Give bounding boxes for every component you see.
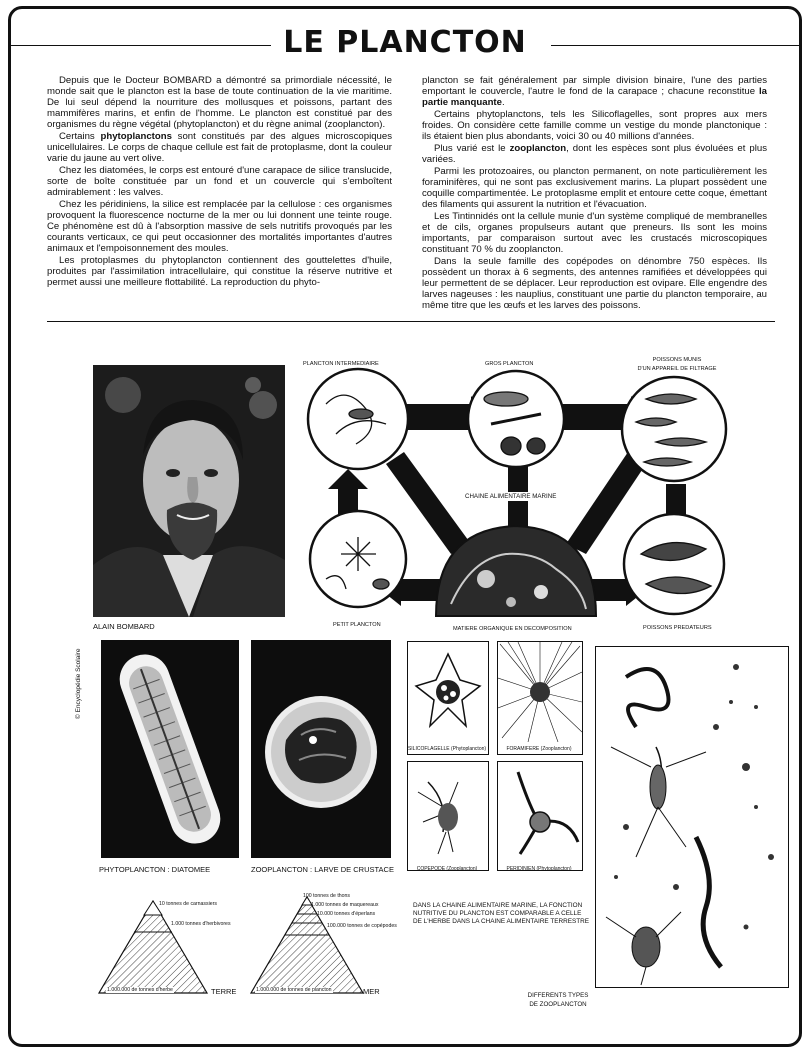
copyright-notice: © Encyclopédie Scolaire (75, 648, 82, 719)
caption-types-zooplancton (523, 991, 593, 1009)
right-column-paragraph (422, 75, 767, 108)
caption-chaine-alimentaire: CHAINE ALIMENTAIRE MARINE (465, 493, 557, 500)
caption-peridinien: PERIDINIEN (Phytoplancton) (506, 866, 572, 872)
left-column-paragraph (47, 75, 392, 130)
right-column-paragraph: Les Tintinnidés ont la cellule munie d'un système compliqué de membranelles et de cils, organes propulseurs autant que preneurs. Ils sont les moins importants, par comparaison surtout avec les crustacés microscopiques constituant 70 % du zooplancton. (422, 211, 767, 255)
left-column-paragraph: Chez les diatomées, le corps est entouré d'une carapace de silice translucide, sorte de boîte constituée par un fond et un couvercle qui s'emboîtent admirablement : les valves. (47, 165, 392, 198)
portrait-photo (93, 365, 285, 617)
foramifere-illustration (498, 642, 582, 742)
pyramid-terre-level-3: 1.000.000 de tonnes d'herbe (107, 987, 173, 993)
pyramid-mer-level-1: 100 tonnes de thons (303, 893, 351, 899)
silicoflagelle-box (407, 641, 489, 755)
caption-silicoflagelle: SILICOFLAGELLE (Phytoplancton) (407, 746, 487, 752)
paragraph-bold: zooplancton (509, 143, 567, 154)
caption-poissons-filtrage-line1: POISSONS MUNIS (652, 357, 702, 363)
section-divider (47, 321, 775, 322)
pyramid-mer (247, 893, 367, 997)
caption-petit-plancton: PETIT PLANCTON (333, 622, 381, 628)
right-column-paragraph: Dans la seule famille des copépodes on dénombre 750 espèces. Ils possèdent un thorax à 6 segments, des antennes ramifiées et développées qui leur permettent de se déplacer. Leur reproduction est ovipare. Elle engendre des larves nageuses : les nauplius, constituant une partie du plancton temporaire, au même titre que les œufs et les larves des poissons. (422, 256, 767, 311)
pyramid-mer-level-2: 1.000 tonnes de maquereaux (311, 902, 379, 908)
caption-poissons-predateurs: POISSONS PREDATEURS (643, 625, 712, 631)
paragraph-text: Plus varié est le (434, 143, 510, 154)
peridinien-illustration (498, 762, 582, 860)
page-frame (8, 6, 802, 1047)
pyramid-mer-level-3: 10.000 tonnes d'éperlans (317, 911, 376, 917)
text-column-left (47, 75, 392, 289)
zooplancton-types-box (595, 646, 789, 988)
text-column-right (422, 75, 767, 312)
silicoflagelle-illustration (408, 642, 488, 742)
peridinien-box (497, 761, 583, 871)
right-column-paragraph: Parmi les protozoaires, ou plancton permanent, on note particulièrement les foraminifères, qui ne sont pas exclusivement marins. La plupart possèdent une coquille compartimentée. Le protoplasme emplit et entoure cette coque, émettant des filaments qui assurent la nutrition et l'évacuation. (422, 166, 767, 210)
paragraph-text: sont constitués par des algues microscopiques unicellulaires. Le corps de chaque cellule est fait de protoplasme, dont la couleur varie du jaune au vert olive. (47, 131, 393, 164)
left-column-paragraph: Chez les péridiniens, la silice est remplacée par la cellulose : ces organismes provoquent la fluorescence nocturne de la mer ou lui donnent une teinte rouge. Ce phénomène est dû à l'absorption massive de sels nutritifs provoqués par les courants verticaux, ce qui peut occasionner des mortalités importantes d'autres animaux et l'empoisonnement des moules. (47, 199, 392, 254)
caption-larve-crustace: ZOOPLANCTON : LARVE DE CRUSTACE (251, 865, 394, 874)
paragraph-text: plancton se fait généralement par simple division binaire, l'une des parties emportant le couvercle, l'autre le fond de la carapace ; chacune reconstitue (422, 75, 767, 97)
caption-poissons-filtrage-line2: D'UN APPAREIL DE FILTRAGE (637, 366, 717, 372)
paragraph-text: Certains (59, 131, 101, 142)
pyramid-mer-name: MER (363, 987, 380, 996)
copepode-illustration (408, 762, 488, 860)
caption-matiere-organique: MATIERE ORGANIQUE EN DECOMPOSITION (453, 626, 572, 632)
portrait-illustration (93, 365, 285, 617)
diatom-panel (101, 640, 239, 858)
page-title: LE PLANCTON (283, 25, 527, 60)
foramifere-box (497, 641, 583, 755)
caption-copepode: COPEPODE (Zooplancton) (416, 866, 478, 872)
pyramid-terre-name: TERRE (211, 987, 237, 996)
paragraph-text: , dont les espèces sont plus évoluées et plus variées. (422, 143, 767, 165)
caption-gros-plancton: GROS PLANCTON (485, 361, 534, 367)
paragraph-bold: phytoplanctons (100, 131, 172, 142)
diatom-illustration (101, 640, 239, 858)
caption-diatomee: PHYTOPLANCTON : DIATOMEE (99, 865, 211, 874)
copepode-box (407, 761, 489, 871)
right-column-paragraph: Certains phytoplanctons, tels les Silicoflagelles, sont propres aux mers froides. On considère cette famille comme un vestige du monde planctonique : ils étaient bien plus abondants, voici 30 ou 40 millions d'années. (422, 109, 767, 142)
larva-panel (251, 640, 391, 858)
pyramid-mer-level-4: 100.000 tonnes de copépodes (327, 923, 397, 929)
caption-types-line1: DIFFERENTS TYPES (527, 992, 589, 999)
larva-illustration (251, 640, 391, 858)
caption-plancton-intermediaire: PLANCTON INTERMEDIAIRE (303, 361, 379, 367)
paragraph-part: Depuis que le Docteur BOMBARD a démontré sa primordiale nécessité, le monde sait que le plancton est la base de toute continuation de la vie maritime. (47, 75, 392, 97)
paragraph-text: . (501, 97, 505, 108)
caption-foramifere: FORAMIFERE (Zooplancton) (506, 746, 572, 752)
pyramid-terre-level-1: 10 tonnes de carnassiers (159, 901, 217, 907)
left-column-paragraph (47, 131, 392, 164)
zooplancton-types-illustration (596, 647, 788, 987)
left-column-paragraph: Les protoplasmes du phytoplancton contiennent des gouttelettes d'huile, produites par l'assimilation intracellulaire, qui constitue la réserve nutritive et permet aussi une meilleure flottabilité. La reproduction du phyto- (47, 255, 392, 288)
pyramid-mer-level-5: 1.000.000 de tonnes de plancton (256, 987, 332, 993)
paragraph-part: De lui seul dépend la nourriture des mollusques et poissons, partant des mammifères marins, et enfin de l'homme. Le plancton est constitué par des organismes du règne végétal (phytoplancton) et du règne animal (zooplancton). (47, 97, 392, 130)
caption-portrait: ALAIN BOMBARD (93, 622, 155, 631)
right-column-paragraph (422, 143, 767, 165)
caption-poissons-filtrage (631, 356, 723, 374)
pyramid-terre-level-2: 1.000 tonnes d'herbivores (171, 921, 231, 927)
paragraph-bold: la partie manquante (422, 86, 767, 108)
caption-comparison: DANS LA CHAINE ALIMENTAIRE MARINE, LA FONCTION NUTRITIVE DU PLANCTON EST COMPARABLE A CELLE DE L'HERBE DANS LA CHAINE ALIMENTAIRE TERRESTRE (413, 902, 590, 925)
caption-types-line2: DE ZOOPLANCTON (529, 1001, 587, 1008)
pyramid-terre (93, 897, 213, 997)
